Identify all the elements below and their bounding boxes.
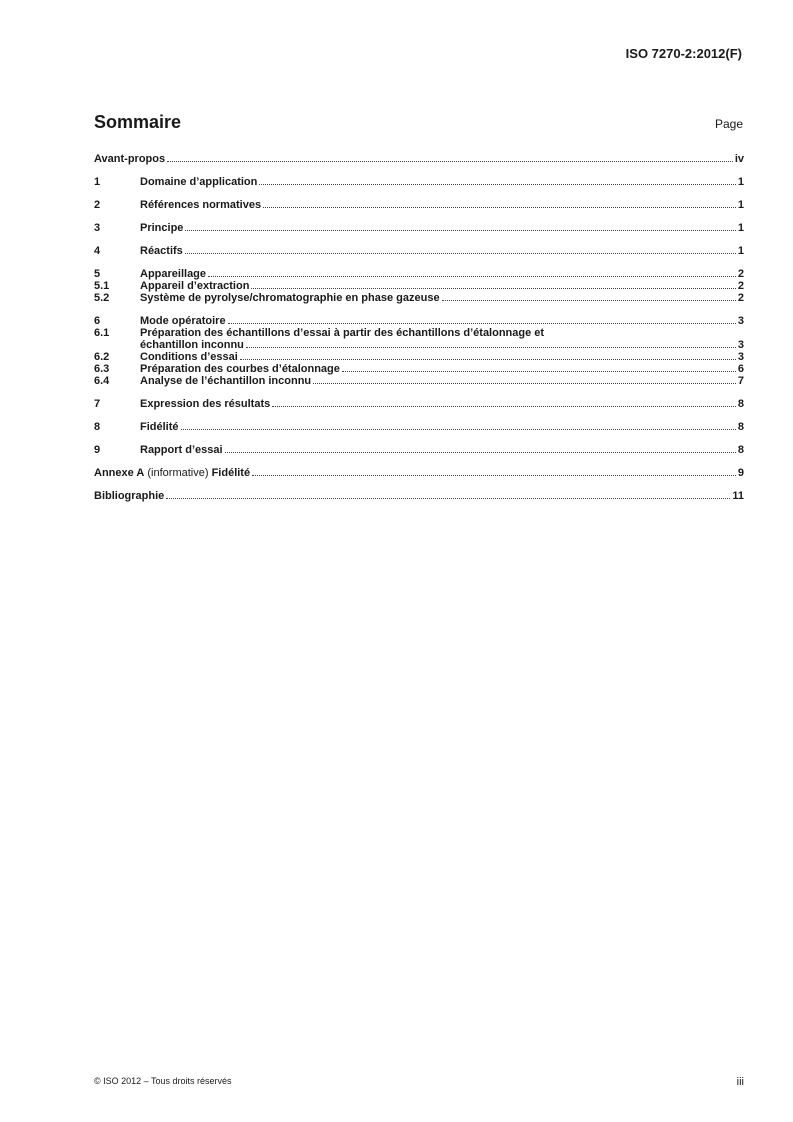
toc-entry-page: 1 (737, 245, 744, 257)
toc-leader (185, 229, 735, 231)
toc-leader (240, 358, 736, 360)
toc-entry-foreword[interactable] (94, 153, 744, 165)
toc-entry-number: 7 (94, 398, 101, 410)
annex-note: (informative) (144, 467, 212, 479)
toc-entry-title: Appareillage (140, 268, 207, 280)
toc-entry-number: 6.1 (94, 327, 110, 339)
toc-entry-number: 9 (94, 444, 101, 456)
toc-leader (225, 451, 736, 453)
toc-entry-page: iv (734, 153, 744, 165)
toc-entry-title: Préparation des échantillons d’essai à partir des échantillons d’étalonnage et (140, 327, 545, 339)
toc-entry-5-2[interactable] (94, 292, 744, 304)
toc-entry-8[interactable] (94, 421, 744, 433)
toc-entry-bibliography[interactable] (94, 490, 744, 502)
toc-leader (252, 474, 736, 476)
toc-entry-7[interactable] (94, 398, 744, 410)
toc-entry-title: Réactifs (140, 245, 183, 257)
toc-entry-number: 6.2 (94, 351, 110, 363)
toc-leader (259, 183, 736, 185)
toc-entry-title (94, 467, 250, 479)
toc-entry-page: 3 (737, 315, 744, 327)
toc-entry-title: Conditions d’essai (140, 351, 238, 363)
toc-entry-page: 11 (732, 490, 744, 502)
toc-leader (181, 428, 736, 430)
toc-entry-number: 6.4 (94, 375, 110, 387)
toc-entry-number: 6.3 (94, 363, 110, 375)
toc-leader (313, 382, 736, 384)
table-of-contents (94, 153, 744, 502)
toc-leader (167, 160, 733, 162)
toc-entry-title: Expression des résultats (140, 398, 271, 410)
toc-entry-annex-a[interactable] (94, 467, 744, 479)
toc-entry-6-3[interactable] (94, 363, 744, 375)
toc-leader (263, 206, 736, 208)
page-footer (94, 1076, 744, 1088)
toc-entry-number: 4 (94, 245, 101, 257)
toc-entry-title-continuation: échantillon inconnu (140, 339, 244, 351)
toc-entry-number: 8 (94, 421, 101, 433)
toc-entry-page: 8 (737, 421, 744, 433)
toc-entry-page: 3 (737, 339, 744, 351)
toc-entry-6-4[interactable] (94, 375, 744, 387)
toc-entry-title: Mode opératoire (140, 315, 226, 327)
annex-title: Fidélité (211, 467, 251, 479)
toc-entry-number: 5.2 (94, 292, 110, 304)
toc-entry-page: 6 (737, 363, 744, 375)
toc-entry-2[interactable] (94, 199, 744, 211)
toc-entry-title: Rapport d’essai (140, 444, 223, 456)
toc-entry-number: 2 (94, 199, 101, 211)
toc-leader (228, 322, 736, 324)
toc-entry-page: 9 (737, 467, 744, 479)
toc-entry-page: 1 (737, 222, 744, 234)
toc-title: Sommaire (94, 112, 182, 132)
toc-entry-5-1[interactable] (94, 280, 744, 292)
toc-entry-title: Appareil d’extraction (140, 280, 250, 292)
toc-entry-page: 1 (737, 199, 744, 211)
toc-entry-1[interactable] (94, 176, 744, 188)
toc-entry-number: 1 (94, 176, 101, 188)
toc-leader (442, 299, 736, 301)
toc-entry-title: Principe (140, 222, 184, 234)
toc-leader (342, 370, 736, 372)
toc-entry-title: Fidélité (140, 421, 179, 433)
annex-label: Annexe A (94, 467, 145, 479)
toc-entry-9[interactable] (94, 444, 744, 456)
toc-entry-page: 7 (737, 375, 744, 387)
toc-leader (251, 287, 735, 289)
toc-leader (272, 405, 736, 407)
toc-entry-5[interactable] (94, 268, 744, 280)
toc-entry-title: Système de pyrolyse/chromatographie en phase gazeuse (140, 292, 440, 304)
toc-entry-number: 3 (94, 222, 101, 234)
toc-entry-page: 3 (737, 351, 744, 363)
document-reference: ISO 7270-2:2012(F) (625, 46, 742, 61)
toc-entry-number: 5 (94, 268, 101, 280)
toc-entry-6-1[interactable] (94, 327, 744, 339)
toc-entry-6[interactable] (94, 315, 744, 327)
toc-entry-title: Préparation des courbes d’étalonnage (140, 363, 340, 375)
toc-leader (246, 346, 736, 348)
toc-entry-3[interactable] (94, 222, 744, 234)
toc-entry-6-2[interactable] (94, 351, 744, 363)
toc-entry-page: 8 (737, 444, 744, 456)
toc-entry-number: 6 (94, 315, 101, 327)
page-number: iii (736, 1076, 744, 1088)
toc-entry-page: 2 (737, 280, 744, 292)
toc-entry-number: 5.1 (94, 280, 110, 292)
toc-entry-page: 1 (737, 176, 744, 188)
toc-entry-title: Références normatives (140, 199, 262, 211)
page-column-label: Page (714, 117, 743, 131)
toc-leader (185, 252, 736, 254)
copyright-notice: © ISO 2012 – Tous droits réservés (94, 1076, 232, 1086)
toc-entry-4[interactable] (94, 245, 744, 257)
toc-entry-page: 2 (737, 268, 744, 280)
toc-title-row (94, 112, 744, 133)
toc-entry-title: Avant-propos (94, 153, 166, 165)
toc-leader (166, 497, 730, 499)
toc-entry-page: 2 (737, 292, 744, 304)
toc-leader (208, 275, 736, 277)
toc-entry-title: Domaine d’application (140, 176, 258, 188)
toc-entry-page: 8 (737, 398, 744, 410)
toc-entry-6-1-continuation[interactable] (94, 339, 744, 351)
toc-entry-title: Bibliographie (94, 490, 165, 502)
toc-entry-title: Analyse de l’échantillon inconnu (140, 375, 312, 387)
